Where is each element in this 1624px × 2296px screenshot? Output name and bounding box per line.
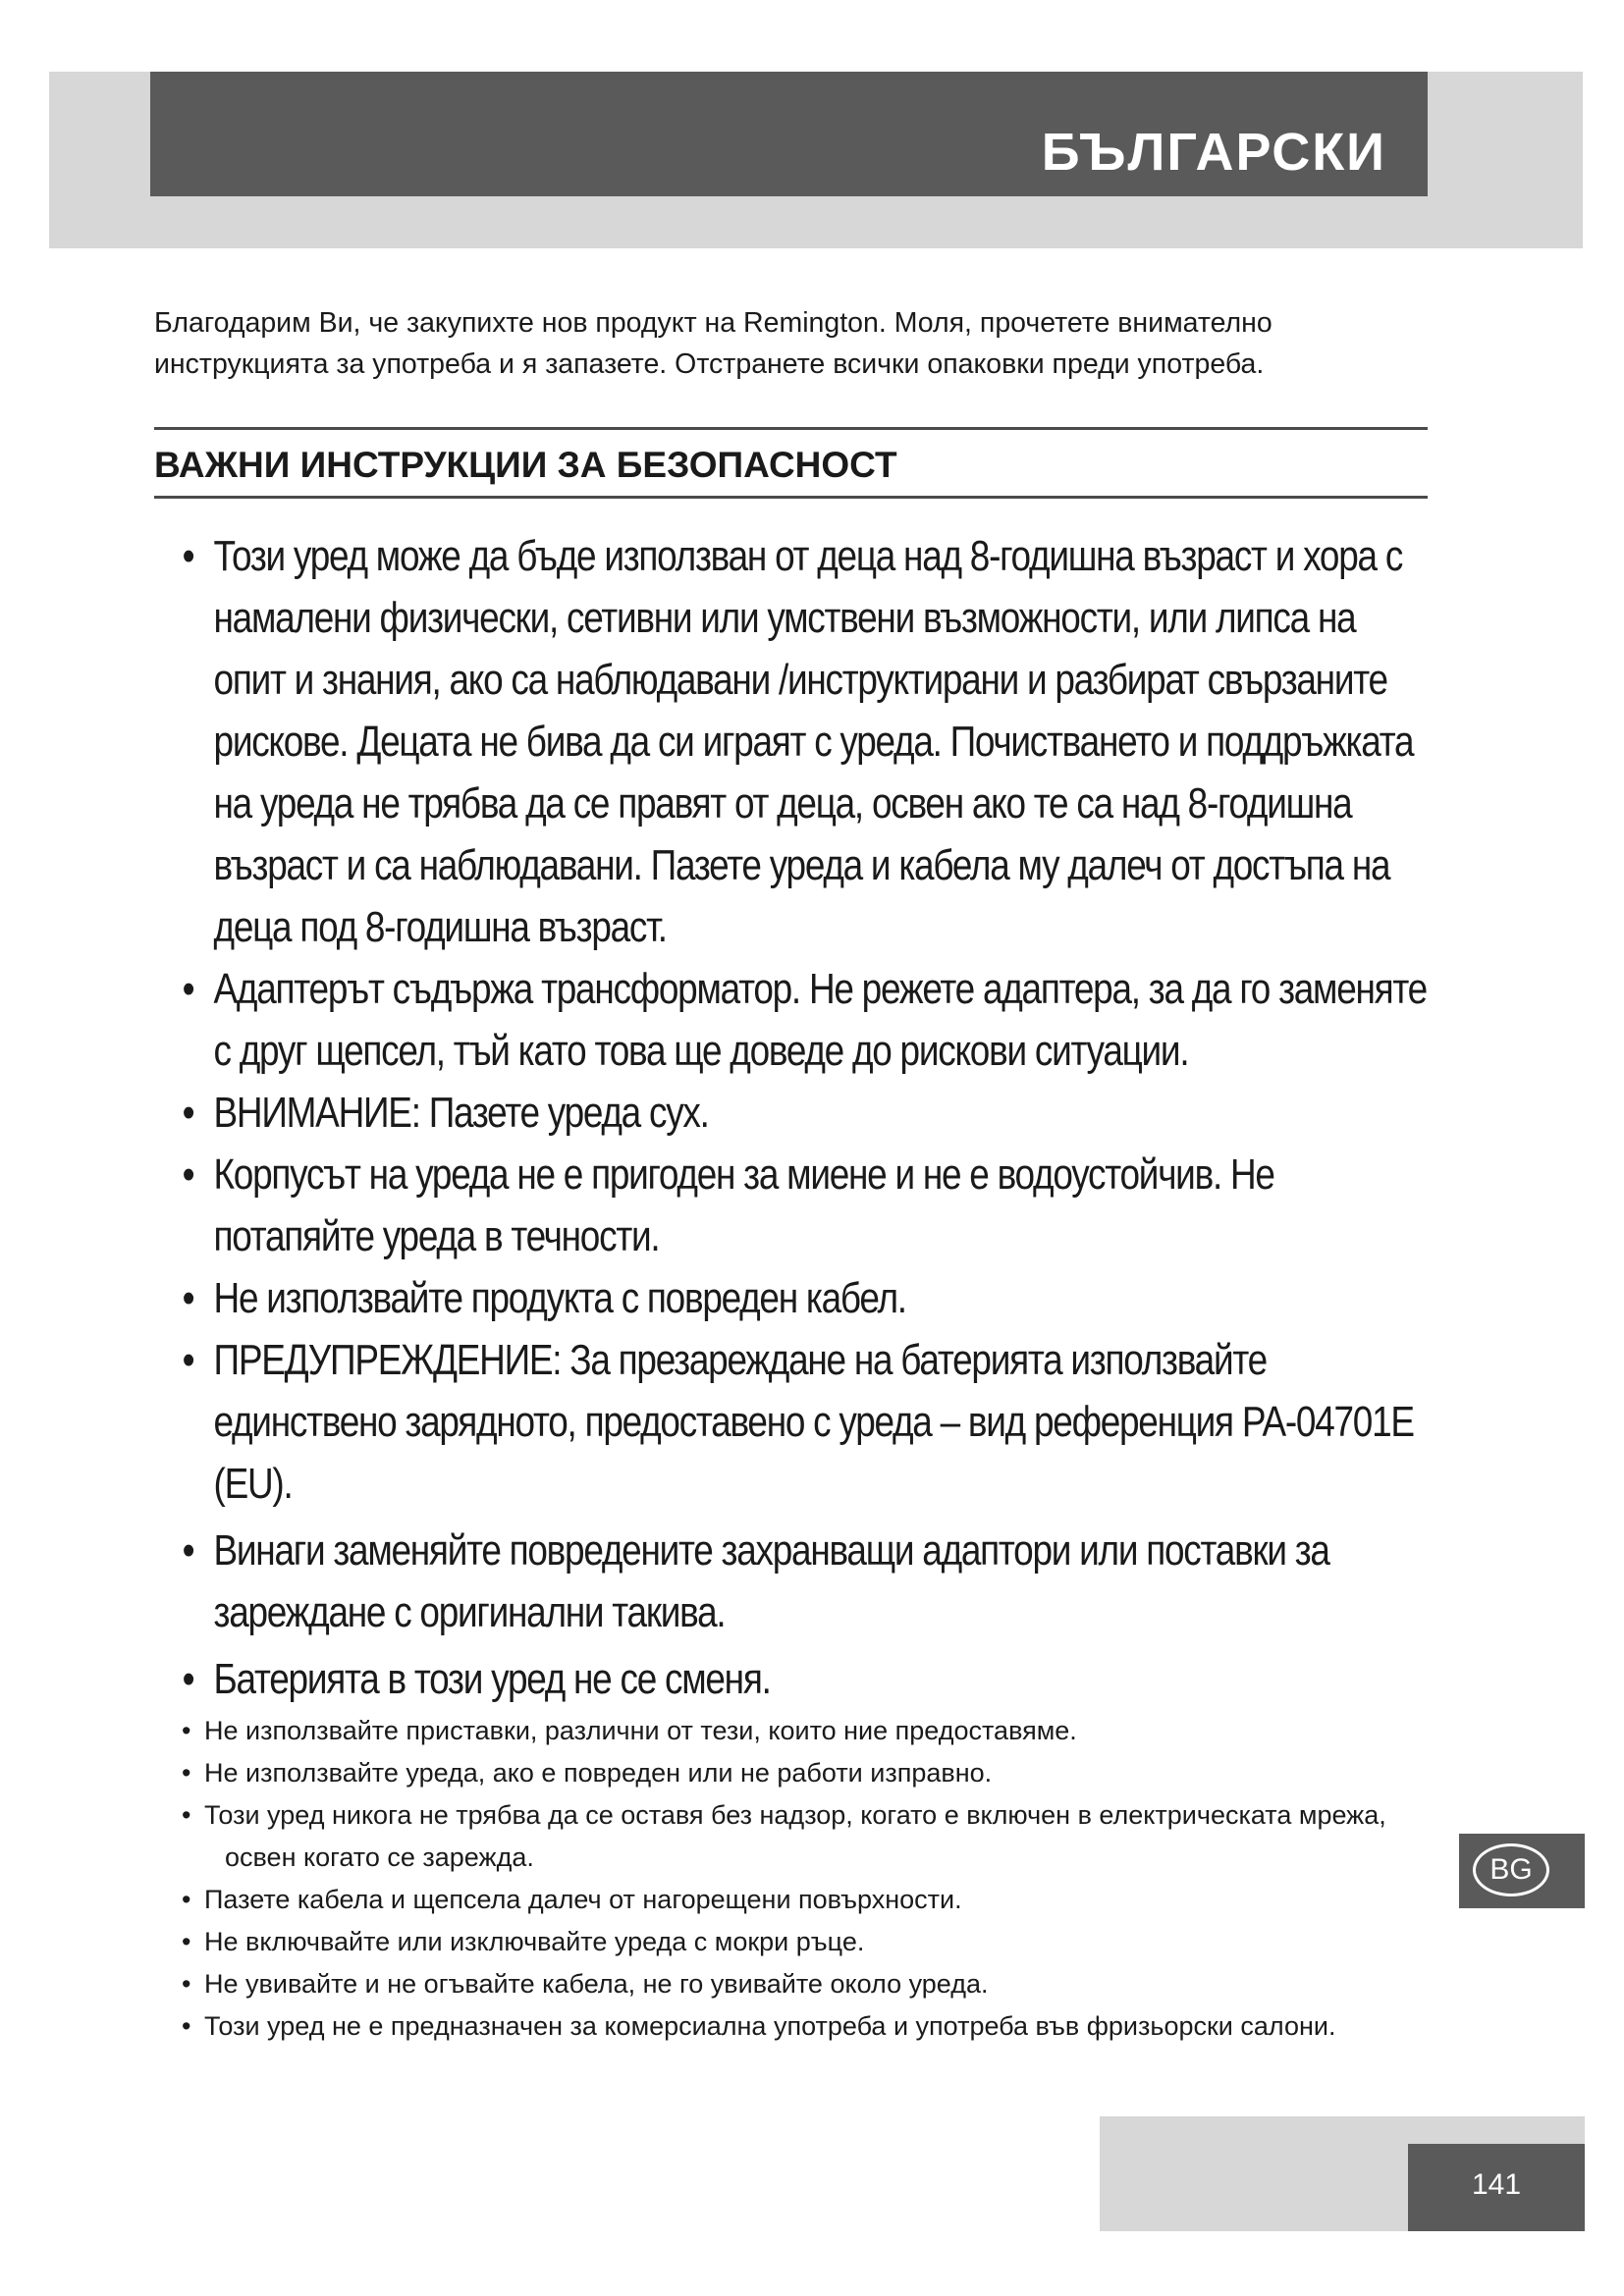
page-number-box <box>1408 2144 1585 2231</box>
bullet-icon: • <box>182 1758 191 1788</box>
bullet-icon: • <box>182 1800 191 1830</box>
list-item: • Не включвайте или изключвайте уреда с мокри ръце. <box>154 1921 1431 1963</box>
bullet-icon: • <box>182 1927 191 1956</box>
list-item: • ПРЕДУПРЕЖДЕНИЕ: За презареждане на батерията използвайте единствено зарядното, предоставено с уреда – вид референция PA-04701E (EU). <box>149 1329 1435 1515</box>
bullet-icon: • <box>182 1274 194 1322</box>
section-title: ВАЖНИ ИНСТРУКЦИИ ЗА БЕЗОПАСНОСТ <box>154 445 897 485</box>
list-item: • ВНИМАНИЕ: Пазете уреда сух. <box>149 1082 1435 1144</box>
list-item: • Този уред не е предназначен за комерсиална употреба и употреба във фризьорски салони. <box>154 2005 1431 2048</box>
list-item: • Не използвайте уреда, ако е повреден или не работи изправно. <box>154 1752 1431 1794</box>
bullet-icon: • <box>182 1716 191 1745</box>
list-item: • Не използвайте приставки, различни от тези, които ние предоставяме. <box>154 1710 1431 1752</box>
page-number: 141 <box>1471 2168 1522 2201</box>
language-code: BG <box>1473 1843 1549 1896</box>
bullet-icon: • <box>182 1526 194 1575</box>
bullet-icon: • <box>182 1655 194 1703</box>
intro-line: инструкцията за употреба и я запазете. Отстранете всички опаковки преди употреба. <box>154 348 1265 380</box>
bullet-icon: • <box>182 965 194 1013</box>
header-title-bar <box>150 72 1428 196</box>
list-item: • Не използвайте продукта с повреден кабел. <box>149 1267 1435 1329</box>
language-badge <box>1459 1834 1585 1908</box>
bullet-icon: • <box>182 1336 194 1384</box>
bullet-icon: • <box>182 2011 191 2041</box>
list-item: • Този уред никога не трябва да се оставя без надзор, когато е включен в електрическата мрежа, освен когато се зарежда. <box>154 1794 1431 1879</box>
list-item: • Адаптерът съдържа трансформатор. Не режете адаптера, за да го заменяте с друг щепсел, тъй като това ще доведе до рискови ситуации. <box>149 958 1435 1082</box>
section-rule-bottom <box>154 496 1428 499</box>
bullet-icon: • <box>182 532 194 580</box>
language-title: БЪЛГАРСКИ <box>1041 123 1386 182</box>
section-rule-top <box>154 427 1428 430</box>
list-item: • Винаги заменяйте повредените захранващи адаптори или поставки за зареждане с оригинални такива. <box>149 1520 1435 1643</box>
bullet-icon: • <box>182 1089 194 1137</box>
safety-list-large <box>149 525 1435 1710</box>
safety-list-small <box>154 1710 1431 2048</box>
list-item: • Пазете кабела и щепсела далеч от нагорещени повърхности. <box>154 1879 1431 1921</box>
list-item: • Батерията в този уред не се сменя. <box>149 1648 1435 1710</box>
intro-line: Благодарим Ви, че закупихте нов продукт на Remington. Моля, прочетете внимателно <box>154 307 1272 339</box>
list-item: • Не увивайте и не огъвайте кабела, не го увивайте около уреда. <box>154 1963 1431 2005</box>
intro-paragraph <box>154 302 1431 385</box>
list-item: • Този уред може да бъде използван от деца над 8-годишна възраст и хора с намалени физически, сетивни или умствени възможности, или липса на опит и знания, ако са наблюдавани /инструктирани и разбират свързаните рискове. Децата не бива да си играят с уреда. Почистването и поддръжката на уреда не трябва да се правят от деца, освен ако те са над 8-годишна възраст и са наблюдавани. Пазете уреда и кабела му далеч от достъпа на деца под 8-годишна възраст. <box>149 525 1435 958</box>
bullet-icon: • <box>182 1150 194 1199</box>
bullet-icon: • <box>182 1885 191 1914</box>
bullet-icon: • <box>182 1969 191 1999</box>
list-item: • Корпусът на уреда не е пригоден за миене и не е водоустойчив. Не потапяйте уреда в течности. <box>149 1144 1435 1267</box>
